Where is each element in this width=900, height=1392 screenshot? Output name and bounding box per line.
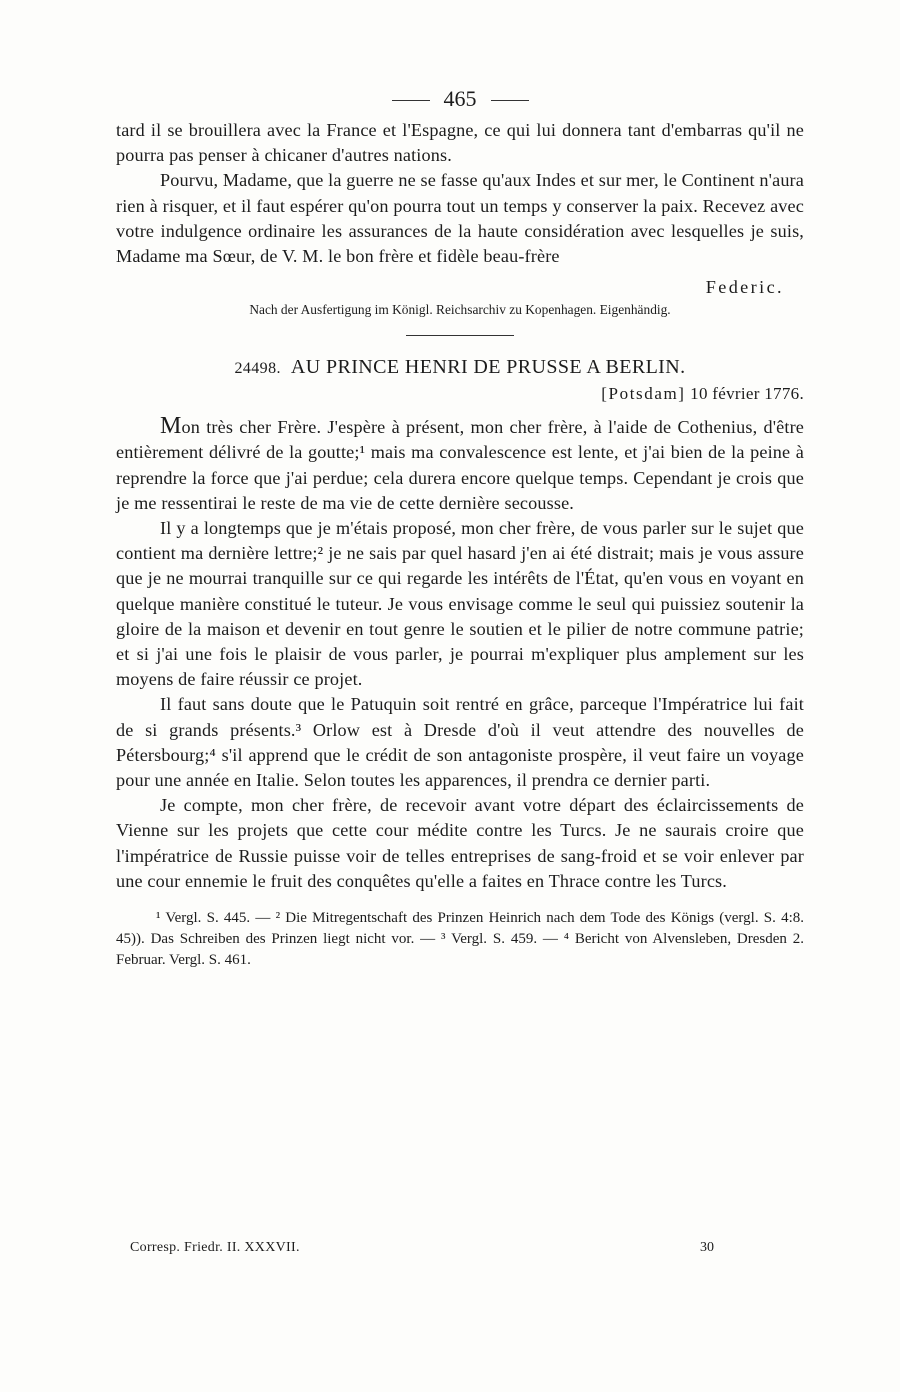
page-body <box>116 84 804 971</box>
collection-line: Corresp. Friedr. II. XXXVII. <box>130 1240 300 1255</box>
source-note: Nach der Ausfertigung im Königl. Reichsarchiv zu Kopenhagen. Eigenhändig. <box>249 302 671 318</box>
letter-heading <box>116 354 804 382</box>
header-rule-right <box>491 100 529 101</box>
letter-dateline <box>116 382 804 406</box>
letter-date: 10 février 1776. <box>690 384 804 404</box>
intro-paragraph-1: tard il se brouillera avec la France et l'Espagne, ce qui lui donnera tant d'embarras qu'il ne pourra pas penser à chicaner d'autres nations. <box>116 120 804 166</box>
header-rule-left <box>392 100 430 101</box>
letter-number: 24498. <box>234 360 281 378</box>
initial-letter: M <box>160 413 182 440</box>
page-number: 465 <box>443 86 477 111</box>
signature-mark: 30 <box>700 1240 714 1255</box>
letter-title: AU PRINCE HENRI DE PRUSSE A BERLIN. <box>290 356 686 379</box>
letter-paragraph-2: Il y a longtemps que je m'étais proposé, mon cher frère, de vous parler sur le sujet que contient ma dernière lettre;² je ne sais par quel hasard j'en ai été distrait; mais je vous assure que je ne mourrai tranquille sur ce qui regarde les intérêts de l'État, qu'en vous en voyant en quelque manière constitué le tuteur. Je vous envisage comme le seul qui puissiez soutenir la gloire de la maison et devenir en tout genre le soutien et le pilier de notre commune patrie; et si j'ai une fois le plaisir de vous parler, je pourrai m'expliquer plus amplement sur les moyens de faire réussir ce projet. <box>116 518 804 690</box>
intro-paragraph-2: Pourvu, Madame, que la guerre ne se fasse qu'aux Indes et sur mer, le Continent n'aura rien à risquer, et il faut espérer qu'on pourra tout un temps y conserver la paix. Recevez avec votre indulgence ordinaire les assurances de la haute considération avec lesquelles je suis, Madame ma Sœur, de V. M. le bon frère et fidèle beau-frère <box>116 170 804 267</box>
signature: Federic. <box>705 277 784 298</box>
letter-paragraph-1 <box>116 414 804 516</box>
footnotes <box>116 908 804 971</box>
letter-paragraph-3: Il faut sans doute que le Patuquin soit rentré en grâce, parceque l'Impératrice lui fait de si grands présents.³ Orlow est à Dresde d'où il veut attendre des nouvelles de Pétersbourg;⁴ s'il apprend que le crédit de son antagoniste prospère, il veut faire un voyage pour une année en Italie. Selon toutes les apparences, il prendra ce dernier parti. <box>116 694 804 791</box>
letter-paragraph-1-text: on très cher Frère. J'espère à présent, mon cher frère, à l'aide de Cothenius, d'être entièrement délivré de la goutte;¹ mais ma convalescence est lente, et j'ai bien de la peine à reprendre la force que j'ai perdue; cela durera encore quelque temps. Cependant je crois que je me ressentirai le reste de ma vie de cette dernière secousse. <box>116 417 804 513</box>
page-header <box>116 84 804 114</box>
letter-place: [Potsdam] <box>601 384 686 404</box>
footnote-text: ¹ Vergl. S. 445. — ² Die Mitregentschaft des Prinzen Heinrich nach dem Tode des Königs (vergl. S. 4:8. 45)). Das Schreiben des Prinzen liegt nicht vor. — ³ Vergl. S. 459. — ⁴ Bericht von Alvensleben, Dresden 2. Februar. Vergl. S. 461. <box>116 910 804 969</box>
section-divider <box>406 335 514 336</box>
letter-paragraph-4: Je compte, mon cher frère, de recevoir avant votre départ des éclaircissements de Vienne sur les projets que cette cour médite contre les Turcs. Je ne saurais croire que l'impératrice de Russie puisse voir de telles entreprises de sang-froid et se voir enlever par une cour ennemie le fruit des conquêtes qu'elle a faites en Thrace contre les Turcs. <box>116 795 804 891</box>
